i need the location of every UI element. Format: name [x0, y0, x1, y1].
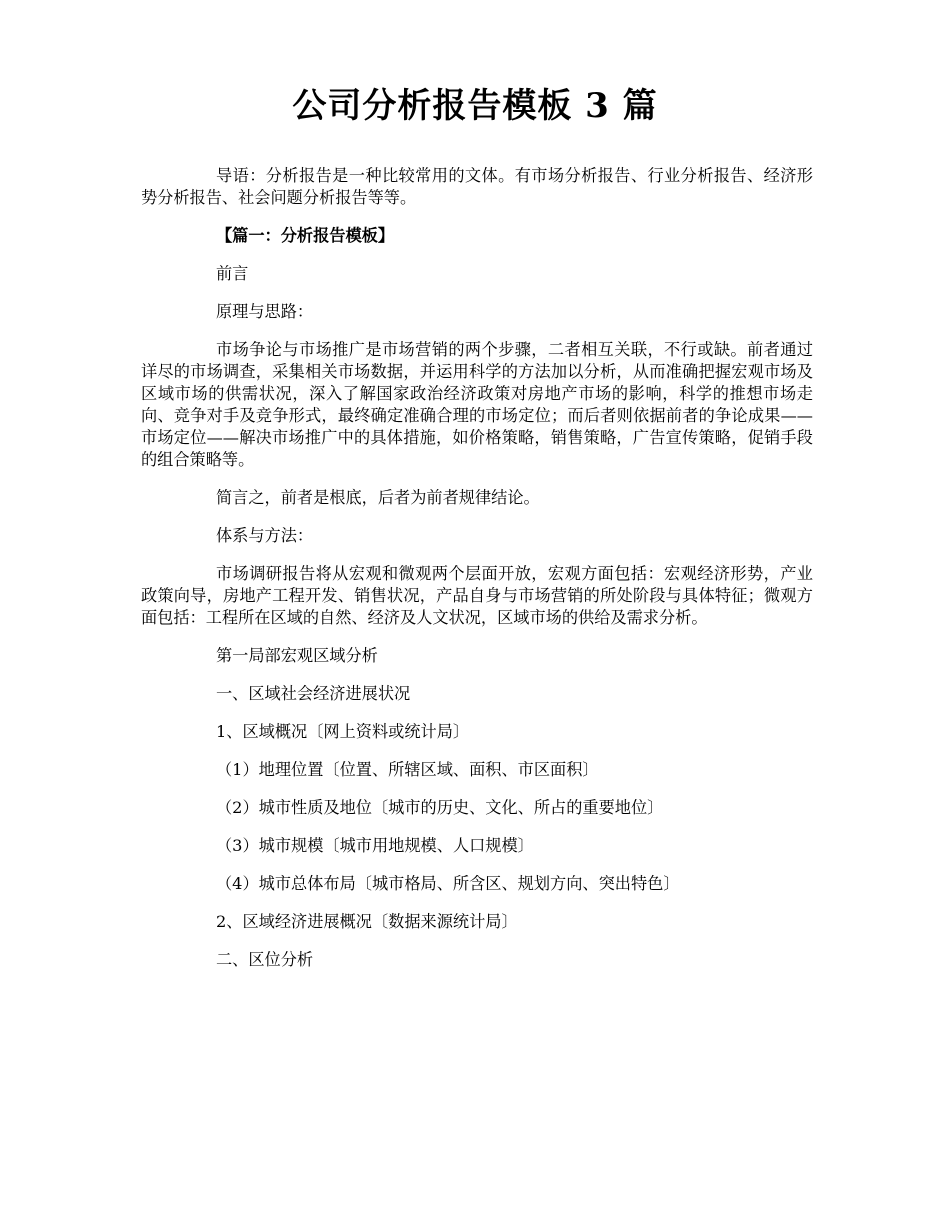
outline-item: 2、区域经济进展概况〔数据来源统计局〕: [216, 912, 518, 931]
body-paragraph: 市场调研报告将从宏观和微观两个层面开放，宏观方面包括：宏观经济形势，产业政策向导，房地产工程开发、销售状况，产品自身与市场营销的所处阶段与具体特征；微观方面包括：工程所在区域的自然、经济及人文状况，区域市场的供给及需求分析。: [141, 564, 813, 627]
section-heading: 【篇一：分析报告模板】: [216, 226, 395, 245]
body-paragraph: 市场争论与市场推广是市场营销的两个步骤，二者相互关联，不行或缺。前者通过详尽的市场调查，采集相关市场数据，并运用科学的方法加以分析，从而准确把握宏观市场及区域市场的供需状况，深入了解国家政治经济政策对房地产市场的影响，科学的推想市场走向、竞争对手及竞争形式，最终确定准确合理的市场定位；而后者则依据前者的争论成果——市场定位——解决市场推广中的具体措施，如价格策略，销售策略，广告宣传策略，促销手段的组合策略等。: [141, 340, 813, 469]
document-title: 公司分析报告模板 3 篇: [292, 86, 658, 126]
heading-system-methods: 体系与方法：: [216, 526, 314, 545]
outline-subitem: （1）地理位置〔位置、所辖区域、面积、市区面积〕: [216, 760, 599, 779]
body-paragraph: 简言之，前者是根底，后者为前者规律结论。: [216, 488, 540, 507]
heading-principles: 原理与思路：: [216, 302, 314, 321]
intro-paragraph: 导语：分析报告是一种比较常用的文体。有市场分析报告、行业分析报告、经济形势分析报告、社会问题分析报告等等。: [141, 166, 813, 207]
heading-preface: 前言: [216, 264, 249, 283]
part-heading: 第一局部宏观区域分析: [216, 646, 378, 665]
outline-item: 一、区域社会经济进展状况: [216, 684, 411, 703]
document-body: [141, 165, 813, 987]
outline-subitem: （3）城市规模〔城市用地规模、人口规模〕: [216, 836, 534, 855]
outline-item: 二、区位分析: [216, 950, 314, 969]
outline-subitem: （4）城市总体布局〔城市格局、所含区、规划方向、突出特色〕: [216, 874, 680, 893]
outline-subitem: （2）城市性质及地位〔城市的历史、文化、所占的重要地位〕: [216, 798, 664, 817]
outline-item: 1、区域概况〔网上资料或统计局〕: [216, 722, 470, 741]
